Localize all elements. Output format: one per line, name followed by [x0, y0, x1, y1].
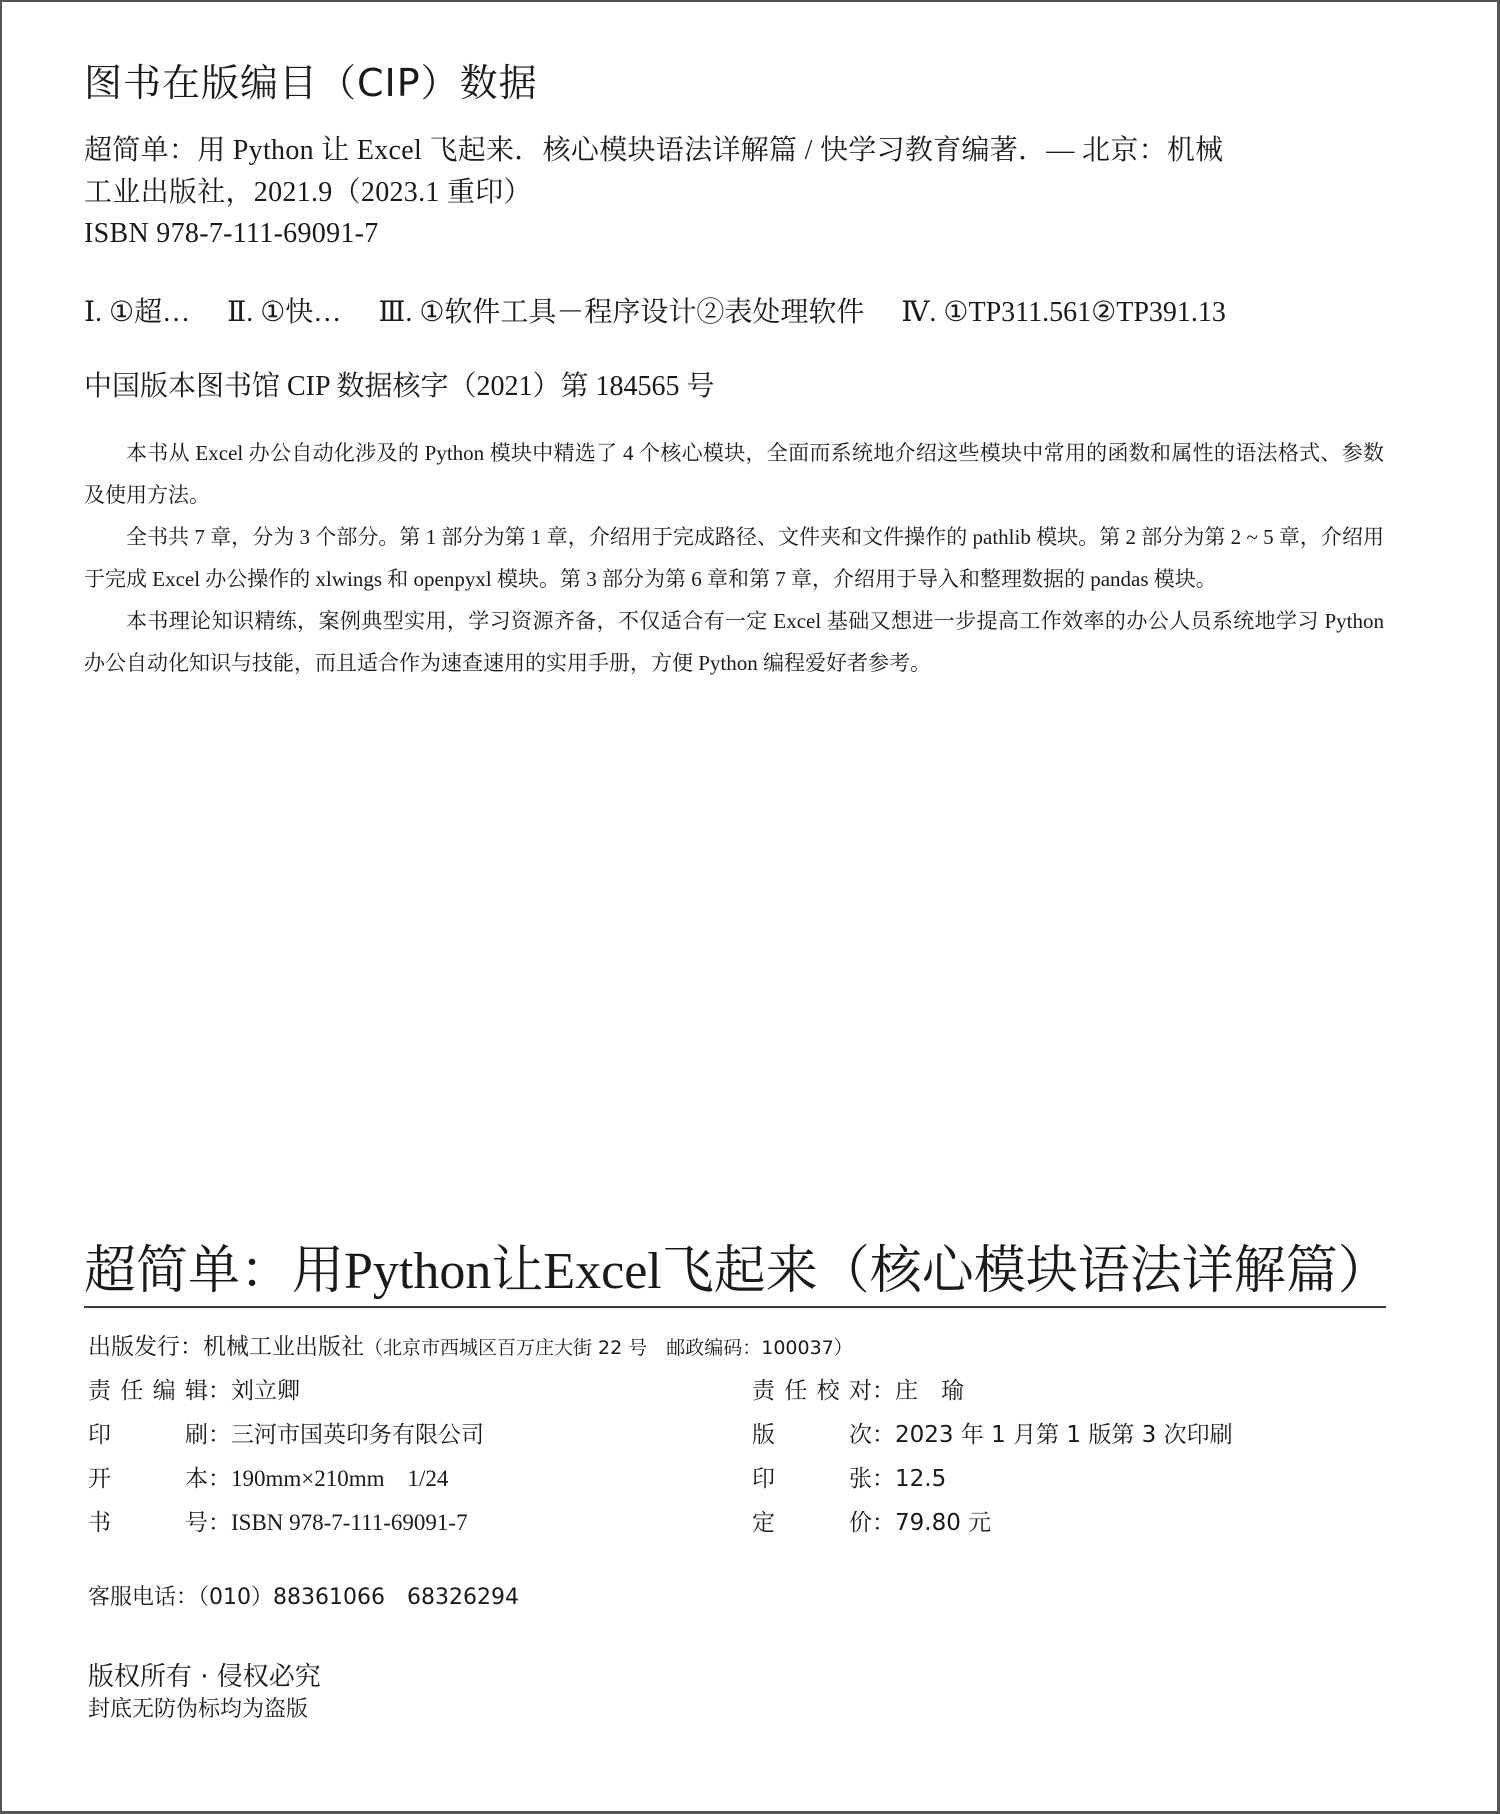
anti-piracy-notice: 封底无防伪标均为盗版: [88, 1697, 309, 1722]
cip-heading: 图书在版编目（CIP）数据: [84, 61, 538, 105]
copyright-notice: 版权所有 · 侵权必究: [88, 1662, 321, 1692]
field-sheets: 印张：12.5: [752, 1466, 947, 1492]
field-edition: 版次：2023 年 1 月第 1 版第 3 次印刷: [752, 1422, 1233, 1448]
book-title: 超简单：用Python让Excel飞起来（核心模块语法详解篇）: [84, 1243, 1390, 1300]
publisher-label: 出版发行：: [88, 1334, 203, 1360]
cip-classification: [84, 290, 1226, 330]
field-format: 开本：190mm×210mm 1/24: [88, 1466, 449, 1492]
summary-paragraph: 本书从 Excel 办公自动化涉及的 Python 模块中精选了 4 个核心模块，全面而系统地介绍这些模块中常用的函数和属性的语法格式、参数及使用方法。: [84, 441, 1384, 507]
classification-2: Ⅱ. ①快…: [227, 297, 342, 328]
publisher-line: [88, 1328, 853, 1361]
service-phone: 客服电话：（010）88361066 68326294: [88, 1585, 519, 1610]
cip-record-line-1: 超简单：用 Python 让 Excel 飞起来．核心模块语法详解篇 / 快学习教育编著．— 北京：机械: [84, 135, 1224, 166]
book-summary: [84, 432, 1384, 684]
publisher-name: 机械工业出版社: [203, 1334, 364, 1360]
summary-paragraph: 全书共 7 章，分为 3 个部分。第 1 部分为第 1 章，介绍用于完成路径、文件夹和文件操作的 pathlib 模块。第 2 部分为第 2 ~ 5 章，介绍用于完成 Excel 办公操作的 xlwings 和 openpyxl 模块。第 3 部分为第 6 章和第 7 章，介绍用于导入和整理数据的 pandas 模块。: [84, 525, 1384, 591]
publisher-address: （北京市西城区百万庄大街 22 号 邮政编码：100037）: [364, 1337, 853, 1359]
cip-record-line-2: 工业出版社，2021.9（2023.1 重印）: [84, 177, 532, 208]
field-editor: 责任编辑：刘立卿: [88, 1378, 300, 1404]
field-proofreader: 责任校对：庄 瑜: [752, 1378, 964, 1404]
title-divider: [84, 1306, 1386, 1308]
classification-1: Ⅰ. ①超…: [84, 297, 191, 328]
field-isbn: 书号：ISBN 978-7-111-69091-7: [88, 1510, 468, 1536]
summary-paragraph: 本书理论知识精练，案例典型实用，学习资源齐备，不仅适合有一定 Excel 基础又想进一步提高工作效率的办公人员系统地学习 Python 办公自动化知识与技能，而且适合作为速查速用的实用手册，方便 Python 编程爱好者参考。: [84, 609, 1384, 675]
classification-4: Ⅳ. ①TP311.561②TP391.13: [901, 297, 1226, 328]
cip-approval-number: 中国版本图书馆 CIP 数据核字（2021）第 184565 号: [84, 371, 715, 402]
field-printer: 印刷：三河市国英印务有限公司: [88, 1422, 484, 1448]
field-price: 定价：79.80 元: [752, 1510, 992, 1536]
cip-isbn: ISBN 978-7-111-69091-7: [84, 218, 379, 249]
classification-3: Ⅲ. ①软件工具－程序设计②表处理软件: [378, 297, 865, 328]
